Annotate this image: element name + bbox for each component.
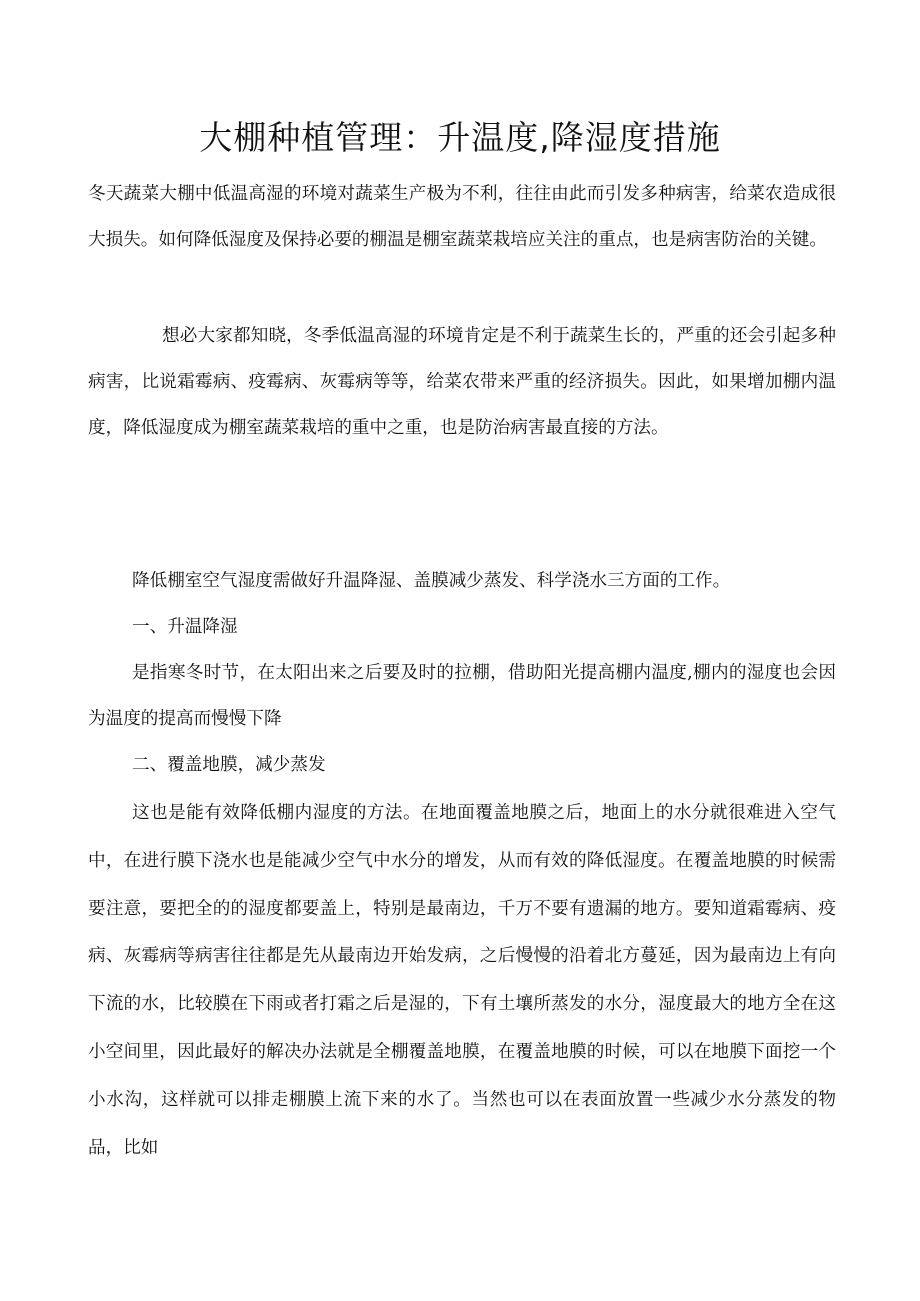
- summary-paragraph: 降低棚室空气湿度需做好升温降湿、盖膜减少蒸发、科学浇水三方面的工作。: [132, 571, 731, 591]
- mulch-paragraph: 这也是能有效降低棚内湿度的方法。在地面覆盖地膜之后，地面上的水分就很难进入空气中，在进行膜下浇水也是能减少空气中水分的增发，从而有效的降低湿度。在覆盖地膜的时候需要注意，要把全的的湿度都要盖上，特别是最南边，千万不要有遗漏的地方。要知道霜霉病、疫病、灰霉病等病害往往都是先从最南边开始发病，之后慢慢的沿着北方蔓延，因为最南边上有向下流的水，比较膜在下雨或者打霜之后是湿的，下有土壤所蒸发的水分，湿度最大的地方全在这小空间里，因此最好的解决办法就是全棚覆盖地膜，在覆盖地膜的时候，可以在地膜下面挖一个小水沟，这样就可以排走棚膜上流下来的水了。当然也可以在表面放置一些减少水分蒸发的物品，比如: [88, 803, 836, 1158]
- section-heading-mulch: 二、覆盖地膜，减少蒸发: [132, 755, 326, 775]
- context-paragraph: 想必大家都知晓，冬季低温高湿的环境肯定是不利于蔬菜生长的，严重的还会引起多种病害，比说霜霉病、疫霉病、灰霉病等等，给菜农带来严重的经济损失。因此，如果增加棚内温度，降低湿度成为棚室蔬菜栽培的重中之重，也是防治病害最直接的方法。: [88, 326, 836, 438]
- intro-paragraph: 冬天蔬菜大棚中低温高湿的环境对蔬菜生产极为不利，往往由此而引发多种病害，给菜农造成很大损失。如何降低湿度及保持必要的棚温是棚室蔬菜栽培应关注的重点，也是病害防治的关键。: [88, 184, 836, 250]
- heating-paragraph: 是指寒冬时节，在太阳出来之后要及时的拉棚，借助阳光提高棚内温度,棚内的湿度也会因为温度的提高而慢慢下降: [88, 663, 836, 729]
- document-title: 大棚种植管理：升温度,降湿度措施: [199, 118, 721, 157]
- section-heading-heating: 一、升温降湿: [132, 617, 238, 637]
